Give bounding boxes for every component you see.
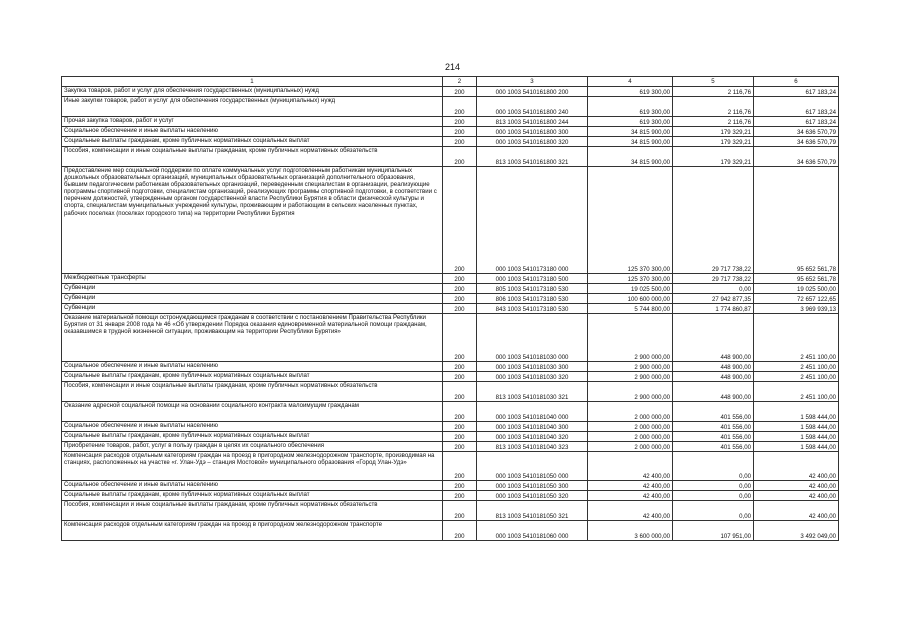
row-name: Социальные выплаты гражданам, кроме публичных нормативных социальных выплат	[62, 491, 443, 501]
table-row	[62, 274, 839, 284]
row-fact: 0,00	[673, 481, 754, 491]
table-row	[62, 284, 839, 294]
row-code: 805 1003 5410173180 530	[477, 284, 588, 294]
row-plan: 2 000 000,00	[588, 432, 673, 442]
row-rest: 2 451 100,00	[754, 382, 839, 402]
row-ved: 200	[443, 501, 477, 521]
row-plan: 619 300,00	[588, 97, 673, 117]
header-row	[62, 77, 839, 87]
row-ved: 200	[443, 481, 477, 491]
table-row	[62, 452, 839, 481]
row-fact: 401 556,00	[673, 442, 754, 452]
row-rest: 2 451 100,00	[754, 314, 839, 362]
table-row	[62, 304, 839, 314]
row-fact: 401 556,00	[673, 432, 754, 442]
row-name: Социальные выплаты гражданам, кроме публичных нормативных социальных выплат	[62, 137, 443, 147]
row-fact: 179 329,21	[673, 127, 754, 137]
row-plan: 42 400,00	[588, 481, 673, 491]
row-ved: 200	[443, 442, 477, 452]
row-rest: 1 598 444,00	[754, 432, 839, 442]
row-ved: 200	[443, 87, 477, 97]
row-fact: 448 900,00	[673, 372, 754, 382]
row-fact: 179 329,21	[673, 147, 754, 167]
row-name: Социальное обеспечение и иные выплаты населению	[62, 422, 443, 432]
row-ved: 200	[443, 372, 477, 382]
row-plan: 2 900 000,00	[588, 362, 673, 372]
row-plan: 42 400,00	[588, 501, 673, 521]
row-code: 000 1003 5410181040 300	[477, 422, 588, 432]
row-plan: 3 600 000,00	[588, 521, 673, 541]
row-rest: 95 652 561,78	[754, 274, 839, 284]
row-rest: 34 636 570,79	[754, 147, 839, 167]
row-code: 813 1003 5410161800 321	[477, 147, 588, 167]
row-rest: 2 451 100,00	[754, 372, 839, 382]
row-fact: 448 900,00	[673, 362, 754, 372]
budget-table	[61, 76, 839, 541]
row-plan: 2 000 000,00	[588, 402, 673, 422]
row-fact: 29 717 738,22	[673, 167, 754, 274]
row-code: 000 1003 5410181030 320	[477, 372, 588, 382]
table-row	[62, 372, 839, 382]
row-name: Закупка товаров, работ и услуг для обеспечения государственных (муниципальных) нужд	[62, 87, 443, 97]
column-header: 4	[588, 77, 673, 87]
row-ved: 200	[443, 452, 477, 481]
table-row	[62, 432, 839, 442]
row-code: 000 1003 5410181030 000	[477, 314, 588, 362]
table-row	[62, 422, 839, 432]
row-rest: 42 400,00	[754, 491, 839, 501]
row-plan: 2 000 000,00	[588, 422, 673, 432]
table-row	[62, 294, 839, 304]
table-row	[62, 137, 839, 147]
row-fact: 448 900,00	[673, 382, 754, 402]
row-ved: 200	[443, 362, 477, 372]
row-rest: 19 025 500,00	[754, 284, 839, 294]
table-row	[62, 97, 839, 117]
row-code: 000 1003 5410161800 240	[477, 97, 588, 117]
row-ved: 200	[443, 167, 477, 274]
row-name: Иные закупки товаров, работ и услуг для обеспечения государственных (муниципальных) нужд	[62, 97, 443, 117]
row-plan: 19 025 500,00	[588, 284, 673, 294]
row-code: 000 1003 5410181050 000	[477, 452, 588, 481]
column-header: 6	[754, 77, 839, 87]
row-name: Предоставление мер социальной поддержки по оплате коммунальных услуг подготовленным работникам муниципальных дошкольных образовательных организаций, муниципальных образовательных организаций дополнительного образования, бывшим педагогическим работникам образовательных организаций, переведенным специалистам в организации, реализующие программы спортивной подготовки, специалистам организаций, реализующих программы спортивной подготовки, в соответствии с перечнем должностей, утвержденным органом государственной власти Республики Бурятия в области физической культуры и спорта, специалистам муниципальных учреждений культуры, проживающим и работающим в сельских населенных пунктах, рабочих поселках (поселках городского типа) на территории Республики Бурятия	[62, 167, 443, 274]
row-ved: 200	[443, 304, 477, 314]
row-fact: 448 900,00	[673, 314, 754, 362]
row-code: 000 1003 5410173180 000	[477, 167, 588, 274]
row-rest: 617 183,24	[754, 117, 839, 127]
column-header: 5	[673, 77, 754, 87]
row-plan: 125 370 300,00	[588, 167, 673, 274]
row-rest: 1 598 444,00	[754, 442, 839, 452]
row-plan: 125 370 300,00	[588, 274, 673, 284]
row-fact: 0,00	[673, 452, 754, 481]
row-plan: 619 300,00	[588, 87, 673, 97]
row-plan: 34 815 900,00	[588, 137, 673, 147]
row-fact: 29 717 738,22	[673, 274, 754, 284]
row-code: 813 1003 5410161800 244	[477, 117, 588, 127]
row-name: Компенсация расходов отдельным категориям граждан на проезд в пригородном железнодорожном транспорте, производимая на станциях, расположенных на участке «г. Улан-Удэ – станция Мостовой» муниципального образования «Город Улан-Удэ»	[62, 452, 443, 481]
row-plan: 2 900 000,00	[588, 372, 673, 382]
row-fact: 0,00	[673, 501, 754, 521]
row-plan: 34 815 900,00	[588, 127, 673, 137]
page-number: 214	[444, 62, 461, 72]
row-ved: 200	[443, 314, 477, 362]
row-fact: 401 556,00	[673, 402, 754, 422]
row-ved: 200	[443, 117, 477, 127]
row-code: 000 1003 5410161800 300	[477, 127, 588, 137]
row-fact: 0,00	[673, 284, 754, 294]
row-name: Приобретение товаров, работ, услуг в пользу граждан в целях их социального обеспечения	[62, 442, 443, 452]
row-ved: 200	[443, 127, 477, 137]
row-name: Межбюджетные трансферты	[62, 274, 443, 284]
row-rest: 34 636 570,79	[754, 137, 839, 147]
row-rest: 1 598 444,00	[754, 402, 839, 422]
table-row	[62, 362, 839, 372]
row-fact: 1 774 860,87	[673, 304, 754, 314]
row-fact: 0,00	[673, 491, 754, 501]
row-ved: 200	[443, 147, 477, 167]
row-name: Социальное обеспечение и иные выплаты населению	[62, 127, 443, 137]
row-plan: 5 744 800,00	[588, 304, 673, 314]
row-ved: 200	[443, 294, 477, 304]
table-row	[62, 521, 839, 541]
table-row	[62, 117, 839, 127]
row-name: Оказание адресной социальной помощи на основании социального контракта малоимущим гражданам	[62, 402, 443, 422]
row-rest: 617 183,24	[754, 87, 839, 97]
row-name: Социальное обеспечение и иные выплаты населению	[62, 481, 443, 491]
row-rest: 42 400,00	[754, 481, 839, 491]
table-row	[62, 167, 839, 274]
column-header: 3	[477, 77, 588, 87]
row-fact: 107 951,00	[673, 521, 754, 541]
table-row	[62, 481, 839, 491]
row-rest: 617 183,24	[754, 97, 839, 117]
row-name: Компенсация расходов отдельным категориям граждан на проезд в пригородном железнодорожном транспорте	[62, 521, 443, 541]
row-name: Социальное обеспечение и иные выплаты населению	[62, 362, 443, 372]
column-header: 1	[62, 77, 443, 87]
row-fact: 2 116,76	[673, 87, 754, 97]
row-fact: 2 116,76	[673, 117, 754, 127]
row-fact: 27 942 877,35	[673, 294, 754, 304]
table-row	[62, 314, 839, 362]
row-plan: 2 900 000,00	[588, 314, 673, 362]
row-fact: 401 556,00	[673, 422, 754, 432]
table-row	[62, 442, 839, 452]
column-header: 2	[443, 77, 477, 87]
row-ved: 200	[443, 284, 477, 294]
row-rest: 2 451 100,00	[754, 362, 839, 372]
row-ved: 200	[443, 432, 477, 442]
row-plan: 2 000 000,00	[588, 442, 673, 452]
row-rest: 1 598 444,00	[754, 422, 839, 432]
row-code: 000 1003 5410181030 300	[477, 362, 588, 372]
row-rest: 34 636 570,79	[754, 127, 839, 137]
row-ved: 200	[443, 382, 477, 402]
row-rest: 95 652 561,78	[754, 167, 839, 274]
row-rest: 3 969 939,13	[754, 304, 839, 314]
row-name: Пособия, компенсации и иные социальные выплаты гражданам, кроме публичных нормативных обязательств	[62, 382, 443, 402]
table-row	[62, 127, 839, 137]
row-code: 000 1003 5410181040 320	[477, 432, 588, 442]
table-row	[62, 402, 839, 422]
row-code: 813 1003 5410181040 323	[477, 442, 588, 452]
row-name: Социальные выплаты гражданам, кроме публичных нормативных социальных выплат	[62, 372, 443, 382]
row-code: 000 1003 5410181040 000	[477, 402, 588, 422]
table-row	[62, 382, 839, 402]
row-code: 000 1003 5410181050 300	[477, 481, 588, 491]
row-name: Субвенции	[62, 284, 443, 294]
row-code: 813 1003 5410181050 321	[477, 501, 588, 521]
table-row	[62, 491, 839, 501]
row-plan: 619 300,00	[588, 117, 673, 127]
row-ved: 200	[443, 491, 477, 501]
row-rest: 42 400,00	[754, 452, 839, 481]
row-code: 000 1003 5410181050 320	[477, 491, 588, 501]
row-code: 843 1003 5410173180 530	[477, 304, 588, 314]
row-ved: 200	[443, 422, 477, 432]
row-ved: 200	[443, 274, 477, 284]
row-name: Пособия, компенсации и иные социальные выплаты гражданам, кроме публичных нормативных обязательств	[62, 147, 443, 167]
row-code: 000 1003 5410181060 000	[477, 521, 588, 541]
row-plan: 100 600 000,00	[588, 294, 673, 304]
row-name: Субвенции	[62, 304, 443, 314]
row-name: Оказание материальной помощи остронуждающимся гражданам в соответствии с постановлением Правительства Республики Бурятия от 31 января 2008 года № 46 «Об утверждении Порядка оказания единовременной материальной помощи гражданам, оказавшимся в трудной жизненной ситуации, проживающим на территории Республики Бурятия»	[62, 314, 443, 362]
row-code: 000 1003 5410161800 320	[477, 137, 588, 147]
row-plan: 34 815 900,00	[588, 147, 673, 167]
row-rest: 3 492 049,00	[754, 521, 839, 541]
row-rest: 42 400,00	[754, 501, 839, 521]
row-ved: 200	[443, 521, 477, 541]
row-name: Прочая закупка товаров, работ и услуг	[62, 117, 443, 127]
row-plan: 2 900 000,00	[588, 382, 673, 402]
row-rest: 72 657 122,65	[754, 294, 839, 304]
row-ved: 200	[443, 137, 477, 147]
row-ved: 200	[443, 97, 477, 117]
row-plan: 42 400,00	[588, 452, 673, 481]
row-fact: 179 329,21	[673, 137, 754, 147]
row-code: 806 1003 5410173180 530	[477, 294, 588, 304]
row-ved: 200	[443, 402, 477, 422]
table-row	[62, 501, 839, 521]
row-code: 000 1003 5410161800 200	[477, 87, 588, 97]
table-row	[62, 147, 839, 167]
row-plan: 42 400,00	[588, 491, 673, 501]
row-name: Пособия, компенсации и иные социальные выплаты гражданам, кроме публичных нормативных обязательств	[62, 501, 443, 521]
row-name: Социальные выплаты гражданам, кроме публичных нормативных социальных выплат	[62, 432, 443, 442]
row-name: Субвенции	[62, 294, 443, 304]
table-row	[62, 87, 839, 97]
row-fact: 2 116,76	[673, 97, 754, 117]
row-code: 813 1003 5410181030 321	[477, 382, 588, 402]
row-code: 000 1003 5410173180 500	[477, 274, 588, 284]
